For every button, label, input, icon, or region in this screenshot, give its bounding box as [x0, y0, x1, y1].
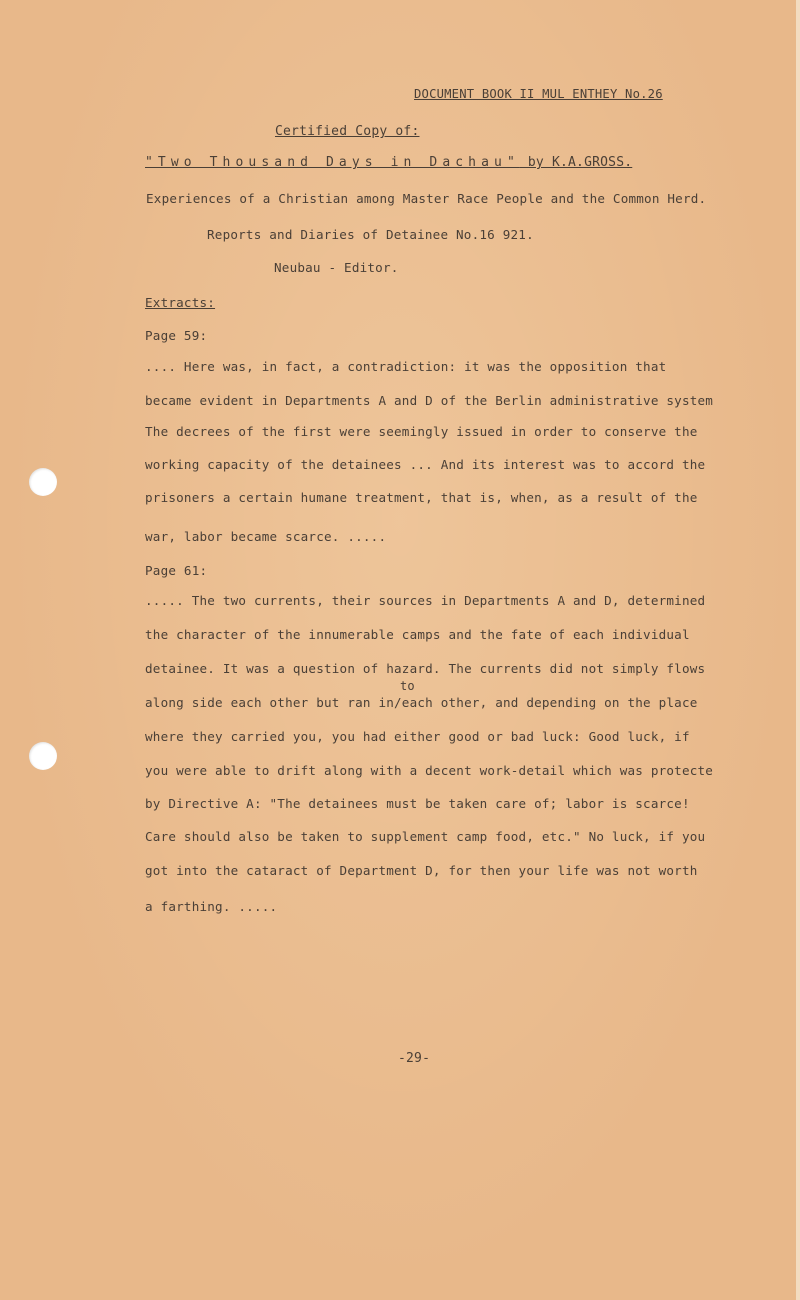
passage-1-line: prisoners a certain humane treatment, that is, when, as a result of the: [145, 490, 698, 505]
passage-2-line: by Directive A: "The detainees must be taken care of; labor is scarce!: [145, 796, 690, 811]
passage-2-line: got into the cataract of Department D, for then your life was not worth: [145, 863, 698, 878]
paper-edge: [796, 0, 800, 1300]
book-title-line: [145, 155, 632, 170]
extracts-label: Extracts:: [145, 295, 216, 310]
passage-1-line: working capacity of the detainees ... And its interest was to accord the: [145, 457, 706, 472]
book-subtitle: Experiences of a Christian among Master Race People and the Common Herd.: [146, 191, 707, 206]
passage-2-line: a farthing. .....: [145, 899, 278, 914]
book-title: "Two Thousand Days in Dachau": [145, 155, 520, 170]
page-number: -29-: [398, 1051, 431, 1066]
passage-2-line: the character of the innumerable camps and the fate of each individual: [145, 627, 690, 642]
page-59-label: Page 59:: [145, 328, 208, 343]
reports-line: Reports and Diaries of Detainee No.16 921.: [207, 227, 534, 242]
passage-2-line: Care should also be taken to supplement camp food, etc." No luck, if you: [145, 829, 706, 844]
passage-2-line: you were able to drift along with a decent work-detail which was protecte: [145, 763, 714, 778]
certified-copy-heading: Certified Copy of:: [275, 124, 420, 139]
passage-1-line: became evident in Departments A and D of the Berlin administrative system: [145, 393, 714, 408]
passage-1-line: The decrees of the first were seemingly issued in order to conserve the: [145, 424, 698, 439]
passage-2-line: detainee. It was a question of hazard. The currents did not simply flows: [145, 661, 706, 676]
interlinear-insert: to: [400, 679, 415, 693]
punch-hole: [29, 468, 57, 496]
document-reference: DOCUMENT BOOK II MUL ENTHEY No.26: [414, 87, 663, 101]
passage-2-line: where they carried you, you had either good or bad luck: Good luck, if: [145, 729, 690, 744]
passage-2-line: along side each other but ran in/each other, and depending on the place: [145, 695, 698, 710]
editor-line: Neubau - Editor.: [274, 260, 399, 275]
book-author: by K.A.GROSS.: [519, 155, 633, 170]
passage-2-line: ..... The two currents, their sources in Departments A and D, determined: [145, 593, 706, 608]
passage-1-line: war, labor became scarce. .....: [145, 529, 387, 544]
passage-1-line: .... Here was, in fact, a contradiction: it was the opposition that: [145, 359, 667, 374]
page-61-label: Page 61:: [145, 563, 208, 578]
punch-hole: [29, 742, 57, 770]
